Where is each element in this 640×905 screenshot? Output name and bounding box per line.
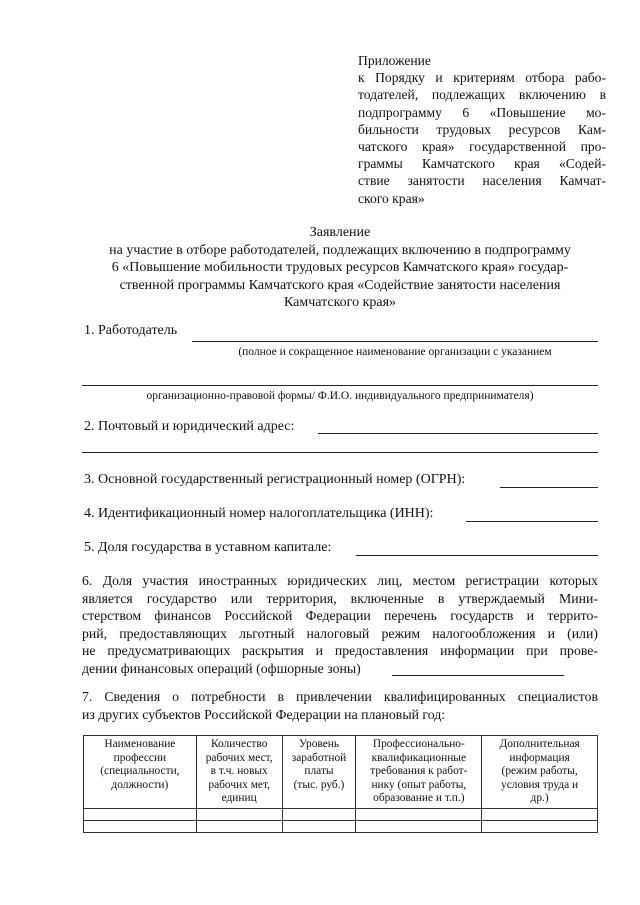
paragraph-line: стерством финансов Российской Федерации перечень государств и террито- — [82, 608, 598, 624]
inn-input-line[interactable] — [466, 521, 598, 522]
state-share-input-line[interactable] — [356, 555, 598, 556]
appendix-line: подпрограмму 6 «Повышение мо- — [358, 104, 606, 120]
paragraph-line: 6. Доля участия иностранных юридических лиц, местом регистрации которых — [82, 573, 598, 588]
table-cell[interactable] — [356, 820, 482, 832]
appendix-line: к Порядку и критериям отбора рабо- — [358, 70, 606, 86]
paragraph-line: 7. Сведения о потребности в привлечении квалифицированных специалистов — [82, 689, 598, 704]
document-title — [70, 224, 610, 312]
header-profession: Наименование профессии (специальности, должности) — [84, 736, 197, 809]
appendix-line: чатского края» государственной про- — [358, 139, 606, 155]
table-cell[interactable] — [84, 820, 197, 832]
header-salary: Уровень заработной платы (тыс. руб.) — [282, 736, 356, 809]
state-share-label: 5. Доля государства в уставном капитале: — [84, 540, 332, 555]
paragraph-line: дении финансовых операций (офшорные зоны) — [82, 660, 361, 676]
appendix-line: бильности трудовых ресурсов Кам- — [358, 121, 606, 137]
paragraph-line: рий, предоставляющих льготный налоговый режим налогообложения и (или) — [82, 625, 598, 641]
table-cell[interactable] — [482, 820, 598, 832]
specialists-paragraph — [82, 688, 598, 723]
address-input-line-2[interactable] — [82, 452, 598, 453]
specialists-table — [83, 735, 598, 833]
title-line: ственной программы Камчатского края «Содействие занятости населения — [119, 277, 561, 293]
table-row[interactable] — [84, 820, 598, 832]
table-cell[interactable] — [282, 808, 356, 820]
appendix-line: тодателей, подлежащих включению в — [358, 87, 606, 103]
table-cell[interactable] — [84, 808, 197, 820]
employer-caption-2: организационно-правовой формы/ Ф.И.О. индивидуального предпринимателя) — [146, 390, 534, 402]
paragraph-line: является государство или территория, включенные в утверждаемый Мини- — [82, 590, 598, 606]
table-cell[interactable] — [482, 808, 598, 820]
offshore-input-line[interactable] — [392, 675, 564, 676]
appendix-line: граммы Камчатского края «Содей- — [358, 156, 606, 172]
employer-input-line[interactable] — [192, 341, 598, 342]
table-cell[interactable] — [356, 808, 482, 820]
inn-label: 4. Идентификационный номер налогоплательщика (ИНН): — [84, 506, 434, 521]
ogrn-input-line[interactable] — [500, 487, 598, 488]
employer-caption: (полное и сокращенное наименование организации с указанием — [238, 346, 552, 358]
address-input-line[interactable] — [318, 433, 598, 434]
table-cell[interactable] — [282, 820, 356, 832]
address-label: 2. Почтовый и юридический адрес: — [84, 419, 295, 434]
title-line: Камчатского края» — [283, 295, 397, 311]
ogrn-label: 3. Основной государственный регистрационный номер (ОГРН): — [84, 472, 466, 487]
table-row[interactable] — [84, 808, 598, 820]
appendix-line: ствие занятости населения Камчат- — [358, 173, 606, 189]
header-requirements: Профессионально- квалификационные требования к работ- нику (опыт работы, образование и т.п.) — [356, 736, 482, 809]
paragraph-line: не предусматривающих раскрытия и предоставления информации при прове- — [82, 643, 598, 659]
appendix-line: ского края» — [358, 190, 425, 206]
header-workplaces: Количество рабочих мест, в т.ч. новых рабочих мет, единиц — [196, 736, 282, 809]
employer-label: 1. Работодатель — [84, 323, 178, 338]
table-header-row — [84, 736, 598, 809]
table-cell[interactable] — [196, 820, 282, 832]
paragraph-line: из других субъектов Российской Федерации на плановый год: — [82, 706, 446, 722]
table-cell[interactable] — [196, 808, 282, 820]
title-line: на участие в отборе работодателей, подлежащих включению в подпрограмму — [109, 242, 571, 258]
appendix-block — [358, 52, 606, 207]
offshore-paragraph — [82, 572, 598, 678]
header-additional-info: Дополнительная информация (режим работы, условия труда и др.) — [482, 736, 598, 809]
appendix-line: Приложение — [358, 53, 431, 68]
title-line: 6 «Повышение мобильности трудовых ресурсов Камчатского края» государ- — [111, 260, 569, 276]
title-heading: Заявление — [309, 225, 371, 240]
employer-input-line-2[interactable] — [82, 385, 598, 386]
